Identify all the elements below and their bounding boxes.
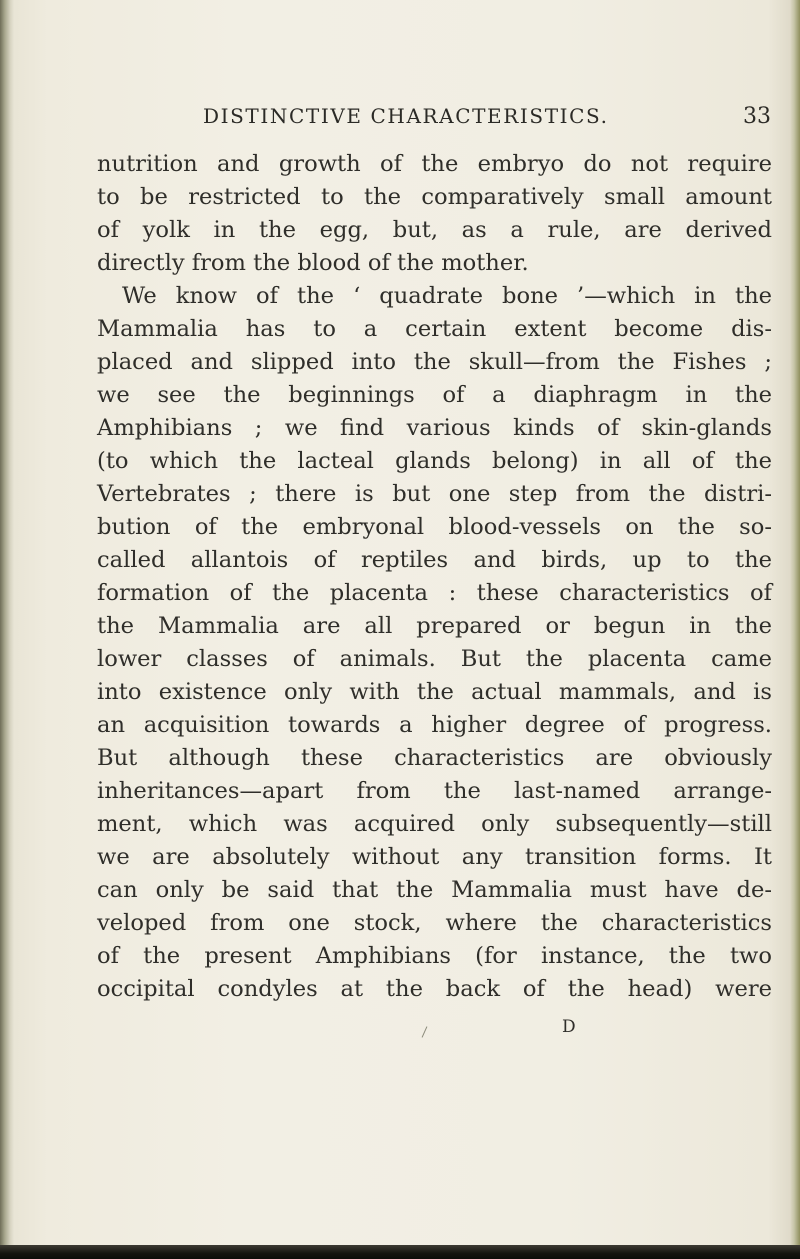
- signature-mark: D: [562, 1017, 576, 1037]
- stray-ink-mark: [422, 1026, 428, 1037]
- page-header: [203, 104, 771, 134]
- text-line: Amphibians ; we find various kinds of skin-glands: [97, 415, 772, 441]
- text-line: lower classes of animals. But the placenta came: [97, 646, 772, 672]
- text-line: placed and slipped into the skull—from the Fishes ;: [97, 349, 772, 375]
- text-line: formation of the placenta : these characteristics of: [97, 580, 772, 606]
- text-line: Mammalia has to a certain extent become dis-: [97, 316, 772, 342]
- text-line: But although these characteristics are obviously: [97, 745, 772, 771]
- text-line: occipital condyles at the back of the head) were: [97, 976, 772, 1002]
- text-line: we see the beginnings of a diaphragm in the: [97, 382, 772, 408]
- text-line: (to which the lacteal glands belong) in all of the: [97, 448, 772, 474]
- page-edge-shadow: [790, 0, 800, 1259]
- page-bottom-edge: [0, 1245, 800, 1259]
- text-line: bution of the embryonal blood-vessels on the so-: [97, 514, 772, 540]
- text-line: inheritances—apart from the last-named arrange-: [97, 778, 772, 804]
- paragraph-start-line: We know of the ‘ quadrate bone ’—which in the: [122, 283, 772, 309]
- text-line: nutrition and growth of the embryo do not require: [97, 151, 772, 177]
- text-line: an acquisition towards a higher degree of progress.: [97, 712, 772, 738]
- text-line: Vertebrates ; there is but one step from the distri-: [97, 481, 772, 507]
- running-head: DISTINCTIVE CHARACTERISTICS.: [203, 104, 609, 128]
- text-line: of yolk in the egg, but, as a rule, are derived: [97, 217, 772, 243]
- page-binding-shadow: [0, 0, 14, 1259]
- text-line: the Mammalia are all prepared or begun in the: [97, 613, 772, 639]
- text-line: of the present Amphibians (for instance, the two: [97, 943, 772, 969]
- text-line: veloped from one stock, where the characteristics: [97, 910, 772, 936]
- text-line: called allantois of reptiles and birds, up to the: [97, 547, 772, 573]
- page-number: 33: [743, 104, 771, 129]
- text-line: directly from the blood of the mother.: [97, 250, 529, 276]
- text-line: can only be said that the Mammalia must have de-: [97, 877, 772, 903]
- text-line: ment, which was acquired only subsequently—still: [97, 811, 772, 837]
- text-line: to be restricted to the comparatively small amount: [97, 184, 772, 210]
- text-line: into existence only with the actual mammals, and is: [97, 679, 772, 705]
- text-line: we are absolutely without any transition forms. It: [97, 844, 772, 870]
